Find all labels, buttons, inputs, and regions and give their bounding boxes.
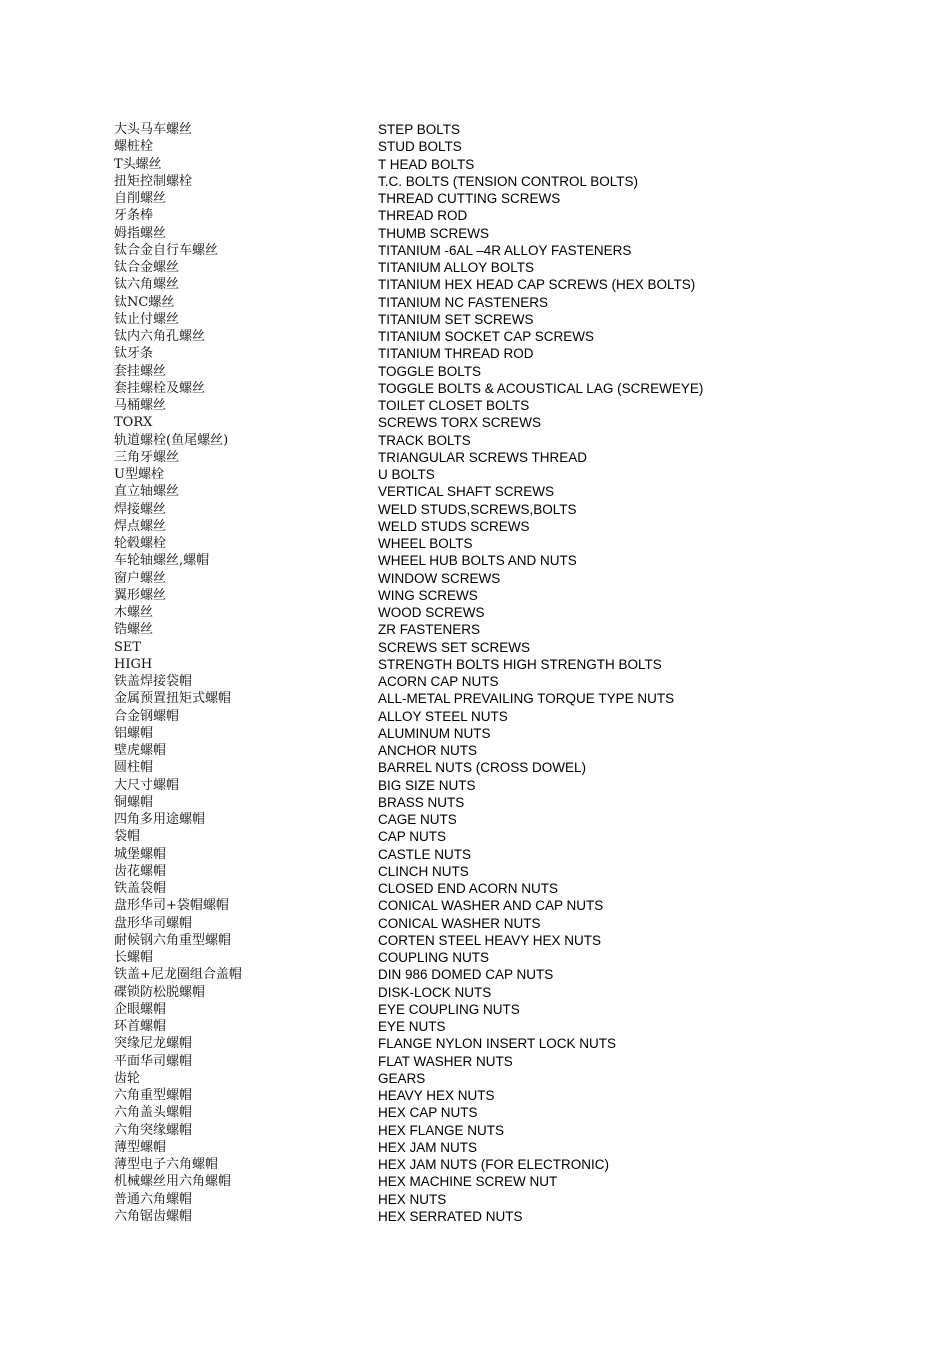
- chinese-term: 六角盖头螺帽: [114, 1105, 193, 1121]
- english-term: CAP NUTS: [378, 829, 447, 845]
- english-term: ANCHOR NUTS: [378, 743, 478, 758]
- glossary-row: [114, 1053, 834, 1070]
- glossary-row: [114, 932, 834, 949]
- chinese-term: U型螺栓: [114, 467, 164, 482]
- chinese-term: 自削螺丝: [114, 191, 167, 206]
- glossary-row: [114, 1208, 834, 1225]
- chinese-term: 六角重型螺帽: [114, 1088, 193, 1103]
- chinese-term: 翼形螺丝: [114, 587, 167, 603]
- glossary-row: [114, 1122, 834, 1139]
- english-term: VERTICAL SHAFT SCREWS: [378, 484, 555, 500]
- fastener-glossary-list: [114, 121, 834, 1225]
- glossary-row: [114, 984, 834, 1001]
- glossary-row: [114, 966, 834, 983]
- english-term: BIG SIZE NUTS: [378, 777, 476, 793]
- english-term: TOILET CLOSET BOLTS: [378, 398, 530, 413]
- chinese-term: 环首螺帽: [114, 1019, 167, 1034]
- glossary-row: [114, 828, 834, 845]
- glossary-row: [114, 1035, 834, 1052]
- english-term: DISK-LOCK NUTS: [378, 984, 492, 1000]
- english-term: BARREL NUTS (CROSS DOWEL): [378, 760, 587, 776]
- english-term: HEX CAP NUTS: [378, 1105, 478, 1121]
- glossary-row: [114, 518, 834, 535]
- chinese-term: 牙条棒: [114, 208, 154, 224]
- glossary-row: [114, 259, 834, 276]
- glossary-row: [114, 656, 834, 673]
- english-term: TOGGLE BOLTS: [378, 363, 482, 379]
- chinese-term: 窗户螺丝: [114, 570, 167, 586]
- english-term: EYE NUTS: [378, 1019, 446, 1034]
- glossary-row: [114, 690, 834, 707]
- glossary-row: [114, 1173, 834, 1190]
- glossary-row: [114, 570, 834, 587]
- chinese-term: 圆柱帽: [114, 760, 154, 776]
- glossary-row: [114, 328, 834, 345]
- glossary-row: [114, 777, 834, 794]
- glossary-row: [114, 363, 834, 380]
- glossary-row: [114, 863, 834, 880]
- glossary-row: [114, 294, 834, 311]
- chinese-term: 长螺帽: [114, 950, 154, 965]
- english-term: DIN 986 DOMED CAP NUTS: [378, 967, 554, 983]
- english-term: TRACK BOLTS: [378, 432, 471, 448]
- chinese-term: 钛止付螺丝: [114, 311, 180, 327]
- glossary-row: [114, 552, 834, 569]
- glossary-row: [114, 345, 834, 362]
- english-term: T HEAD BOLTS: [378, 156, 475, 172]
- english-term: U BOLTS: [378, 467, 435, 482]
- chinese-term: 姆指螺丝: [114, 225, 167, 241]
- english-term: CASTLE NUTS: [378, 846, 472, 862]
- chinese-term: 马桶螺丝: [114, 398, 167, 413]
- english-term: WHEEL HUB BOLTS AND NUTS: [378, 553, 577, 569]
- glossary-row: [114, 846, 834, 863]
- english-term: HEX NUTS: [378, 1191, 447, 1207]
- glossary-row: [114, 121, 834, 138]
- glossary-row: [114, 604, 834, 621]
- glossary-row: [114, 225, 834, 242]
- chinese-term: 六角锯齿螺帽: [114, 1208, 193, 1224]
- english-term: HEX MACHINE SCREW NUT: [378, 1174, 558, 1190]
- english-term: SCREWS TORX SCREWS: [378, 415, 542, 431]
- glossary-row: [114, 1139, 834, 1156]
- glossary-row: [114, 725, 834, 742]
- english-term: HEX JAM NUTS: [378, 1139, 478, 1155]
- english-term: STEP BOLTS: [378, 122, 461, 137]
- english-term: WING SCREWS: [378, 587, 478, 603]
- english-term: TITANIUM HEX HEAD CAP SCREWS (HEX BOLTS): [378, 277, 696, 293]
- glossary-row: [114, 535, 834, 552]
- english-term: WOOD SCREWS: [378, 605, 485, 620]
- glossary-row: [114, 138, 834, 155]
- glossary-row: [114, 276, 834, 293]
- chinese-term: 大尺寸螺帽: [114, 777, 180, 793]
- english-term: TITANIUM NC FASTENERS: [378, 294, 549, 310]
- glossary-row: [114, 156, 834, 173]
- chinese-term: 车轮轴螺丝,螺帽: [114, 553, 210, 569]
- glossary-row: [114, 483, 834, 500]
- english-term: CONICAL WASHER NUTS: [378, 915, 541, 931]
- glossary-row: [114, 587, 834, 604]
- glossary-row: [114, 1001, 834, 1018]
- glossary-row: [114, 949, 834, 966]
- english-term: TITANIUM SOCKET CAP SCREWS: [378, 329, 595, 344]
- chinese-term: 钛六角螺丝: [114, 277, 180, 293]
- chinese-term: HIGH: [114, 656, 153, 672]
- chinese-term: 齿轮: [114, 1070, 141, 1086]
- glossary-row: [114, 897, 834, 914]
- english-term: TITANIUM ALLOY BOLTS: [378, 260, 535, 275]
- chinese-term: 盘形华司螺帽: [114, 915, 193, 931]
- english-term: STRENGTH BOLTS HIGH STRENGTH BOLTS: [378, 656, 662, 672]
- chinese-term: 轨道螺栓(鱼尾螺丝): [114, 432, 229, 448]
- chinese-term: 焊点螺丝: [114, 518, 167, 534]
- glossary-row: [114, 380, 834, 397]
- glossary-row: [114, 414, 834, 431]
- chinese-term: 铁盖+尼龙圈组合盖帽: [114, 967, 242, 983]
- chinese-term: 企眼螺帽: [114, 1001, 167, 1017]
- english-term: THREAD CUTTING SCREWS: [378, 191, 561, 206]
- chinese-term: 套挂螺丝: [114, 363, 167, 379]
- chinese-term: 壁虎螺帽: [114, 743, 167, 758]
- chinese-term: 铁盖袋帽: [114, 881, 167, 896]
- english-term: ACORN CAP NUTS: [378, 674, 499, 689]
- glossary-row: [114, 207, 834, 224]
- glossary-row: [114, 432, 834, 449]
- chinese-term: 铝螺帽: [114, 725, 154, 741]
- glossary-row: [114, 1156, 834, 1173]
- english-term: THREAD ROD: [378, 208, 468, 224]
- english-term: THUMB SCREWS: [378, 225, 489, 241]
- glossary-row: [114, 449, 834, 466]
- glossary-row: [114, 639, 834, 656]
- chinese-term: 普通六角螺帽: [114, 1191, 193, 1207]
- glossary-row: [114, 794, 834, 811]
- chinese-term: 合金钢螺帽: [114, 708, 180, 724]
- english-term: BRASS NUTS: [378, 794, 465, 810]
- chinese-term: 袋帽: [114, 829, 141, 845]
- english-term: WHEEL BOLTS: [378, 536, 473, 551]
- glossary-row: [114, 708, 834, 725]
- chinese-term: 三角牙螺丝: [114, 449, 180, 465]
- english-term: ALUMINUM NUTS: [378, 725, 491, 741]
- english-term: HEX SERRATED NUTS: [378, 1208, 523, 1224]
- chinese-term: 城堡螺帽: [114, 846, 167, 862]
- chinese-term: 碟锁防松脱螺帽: [114, 984, 206, 1000]
- chinese-term: 锆螺丝: [114, 622, 154, 638]
- chinese-term: 薄型电子六角螺帽: [114, 1157, 219, 1172]
- chinese-term: 四角多用途螺帽: [114, 812, 206, 827]
- chinese-term: 钛NC螺丝: [114, 294, 175, 310]
- chinese-term: TORX: [114, 415, 153, 431]
- english-term: FLAT WASHER NUTS: [378, 1053, 513, 1069]
- english-term: ALL-METAL PREVAILING TORQUE TYPE NUTS: [378, 691, 675, 707]
- chinese-term: 铁盖焊接袋帽: [114, 674, 193, 689]
- glossary-row: [114, 880, 834, 897]
- chinese-term: 钛内六角孔螺丝: [114, 329, 206, 344]
- glossary-row: [114, 915, 834, 932]
- glossary-row: [114, 397, 834, 414]
- glossary-row: [114, 673, 834, 690]
- glossary-row: [114, 173, 834, 190]
- glossary-row: [114, 466, 834, 483]
- chinese-term: 轮毂螺栓: [114, 536, 167, 551]
- english-term: TITANIUM THREAD ROD: [378, 346, 534, 362]
- glossary-row: [114, 1018, 834, 1035]
- chinese-term: 钛合金螺丝: [114, 260, 180, 275]
- chinese-term: 盘形华司+袋帽螺帽: [114, 898, 229, 914]
- english-term: T.C. BOLTS (TENSION CONTROL BOLTS): [378, 173, 639, 189]
- chinese-term: 大头马车螺丝: [114, 122, 193, 137]
- glossary-row: [114, 811, 834, 828]
- glossary-row: [114, 311, 834, 328]
- english-term: WELD STUDS SCREWS: [378, 518, 530, 534]
- chinese-term: 金属预置扭矩式螺帽: [114, 691, 232, 707]
- chinese-term: 耐候钢六角重型螺帽: [114, 932, 232, 948]
- glossary-row: [114, 1191, 834, 1208]
- english-term: COUPLING NUTS: [378, 950, 490, 965]
- english-term: HEAVY HEX NUTS: [378, 1088, 495, 1103]
- english-term: WELD STUDS,SCREWS,BOLTS: [378, 501, 577, 517]
- english-term: TRIANGULAR SCREWS THREAD: [378, 449, 588, 465]
- english-term: TITANIUM SET SCREWS: [378, 311, 534, 327]
- glossary-row: [114, 1087, 834, 1104]
- english-term: HEX JAM NUTS (FOR ELECTRONIC): [378, 1157, 610, 1172]
- glossary-row: [114, 621, 834, 638]
- chinese-term: 直立轴螺丝: [114, 484, 180, 500]
- chinese-term: 突缘尼龙螺帽: [114, 1036, 193, 1052]
- english-term: WINDOW SCREWS: [378, 570, 501, 586]
- english-term: STUD BOLTS: [378, 139, 462, 155]
- glossary-row: [114, 1104, 834, 1121]
- chinese-term: 六角突缘螺帽: [114, 1122, 193, 1138]
- english-term: EYE COUPLING NUTS: [378, 1001, 520, 1017]
- chinese-term: 钛合金自行车螺丝: [114, 242, 219, 258]
- english-term: HEX FLANGE NUTS: [378, 1122, 505, 1138]
- glossary-row: [114, 242, 834, 259]
- english-term: TOGGLE BOLTS & ACOUSTICAL LAG (SCREWEYE): [378, 380, 704, 396]
- english-term: CAGE NUTS: [378, 812, 457, 827]
- english-term: CLINCH NUTS: [378, 863, 469, 879]
- glossary-row: [114, 759, 834, 776]
- english-term: ZR FASTENERS: [378, 622, 481, 638]
- chinese-term: SET: [114, 639, 142, 655]
- chinese-term: 机械螺丝用六角螺帽: [114, 1174, 232, 1190]
- english-term: TITANIUM -6AL –4R ALLOY FASTENERS: [378, 242, 632, 258]
- english-term: CONICAL WASHER AND CAP NUTS: [378, 898, 604, 914]
- chinese-term: 扭矩控制螺栓: [114, 173, 193, 189]
- chinese-term: 齿花螺帽: [114, 863, 167, 879]
- chinese-term: 木螺丝: [114, 605, 154, 620]
- glossary-row: [114, 190, 834, 207]
- chinese-term: 钛牙条: [114, 346, 154, 362]
- chinese-term: 焊接螺丝: [114, 501, 167, 517]
- english-term: CORTEN STEEL HEAVY HEX NUTS: [378, 932, 602, 948]
- glossary-row: [114, 501, 834, 518]
- english-term: FLANGE NYLON INSERT LOCK NUTS: [378, 1036, 617, 1052]
- chinese-term: 铜螺帽: [114, 794, 154, 810]
- chinese-term: 薄型螺帽: [114, 1139, 167, 1155]
- chinese-term: 套挂螺栓及螺丝: [114, 380, 206, 396]
- glossary-row: [114, 1070, 834, 1087]
- english-term: GEARS: [378, 1070, 426, 1086]
- chinese-term: T头螺丝: [114, 156, 162, 172]
- english-term: CLOSED END ACORN NUTS: [378, 881, 559, 896]
- glossary-row: [114, 742, 834, 759]
- chinese-term: 平面华司螺帽: [114, 1053, 193, 1069]
- english-term: ALLOY STEEL NUTS: [378, 708, 508, 724]
- english-term: SCREWS SET SCREWS: [378, 639, 531, 655]
- chinese-term: 螺桩栓: [114, 139, 154, 155]
